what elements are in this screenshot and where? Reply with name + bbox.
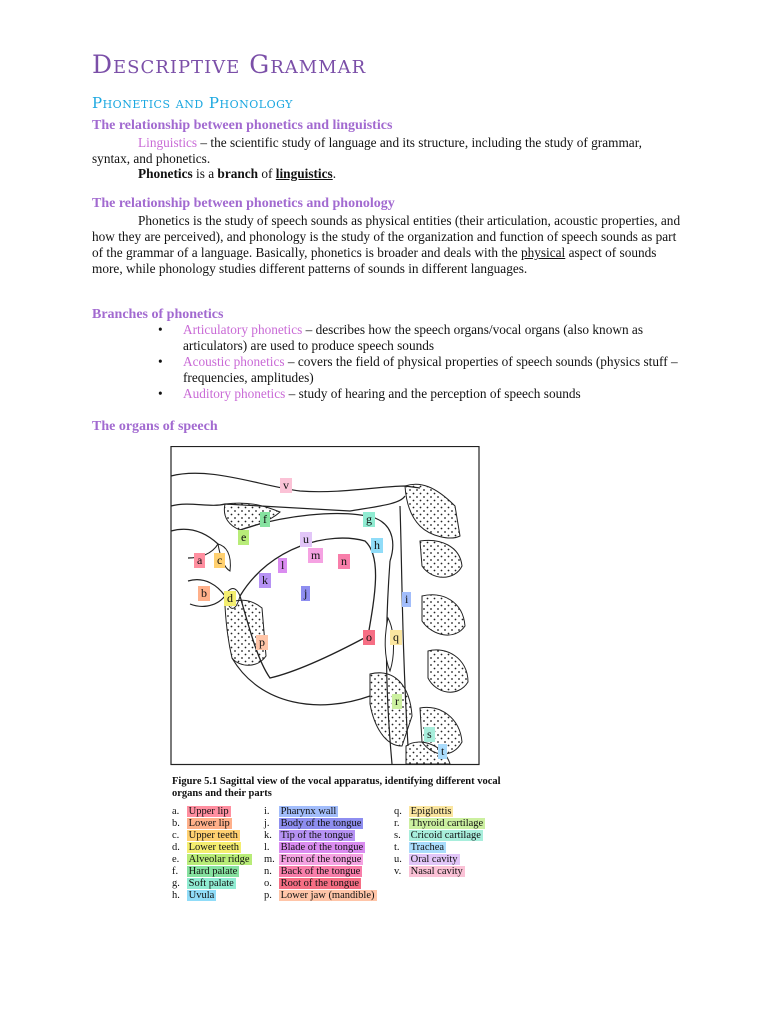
legend-item: p. Lower jaw (mandible) xyxy=(264,890,375,901)
label-d: d xyxy=(224,591,236,606)
legend-item: h. Uvula xyxy=(172,890,215,901)
label-e: e xyxy=(238,530,249,545)
branches-list xyxy=(140,322,688,402)
section-title: Phonetics and Phonology xyxy=(92,94,293,112)
label-i: i xyxy=(402,592,411,607)
legend-item: t. Trachea xyxy=(394,842,445,853)
label-c: c xyxy=(214,553,225,568)
sagittal-diagram xyxy=(170,446,480,766)
heading-phonetics-phonology: The relationship between phonetics and phonology xyxy=(92,196,395,211)
paragraph-phonology: Phonetics is the study of speech sounds as physical entities (their articulation, acoustic properties, and how they are perceived), and phonology is the study of the organization and function of speech sounds as part of the grammar of a language. Basically, phonetics is broader and deals with the physical aspect of sounds more, while phonology studies different patterns of sounds in different languages. xyxy=(92,213,681,276)
legend-item: v. Nasal cavity xyxy=(394,866,463,877)
paragraph-branch: Phonetics is a branch of linguistics. xyxy=(138,166,337,181)
legend-item: a. Upper lip xyxy=(172,806,229,817)
legend-item: r. Thyroid cartilage xyxy=(394,818,484,829)
label-l: l xyxy=(278,558,287,573)
label-p: p xyxy=(256,635,268,650)
figure-legend xyxy=(172,806,502,910)
list-item: • Articulatory phonetics – describes how the speech organs/vocal organs (also known as articulators) are used to produce speech sounds xyxy=(158,322,643,353)
legend-item: j. Body of the tongue xyxy=(264,818,362,829)
label-b: b xyxy=(198,586,210,601)
label-h: h xyxy=(371,538,383,553)
label-n: n xyxy=(338,554,350,569)
term-linguistics: Linguistics xyxy=(138,135,198,150)
figure-caption: Figure 5.1 Sagittal view of the vocal apparatus, identifying different vocal organs and their parts xyxy=(172,776,501,799)
legend-item: u. Oral cavity xyxy=(394,854,458,865)
page-title: Descriptive Grammar xyxy=(92,50,367,79)
label-r: r xyxy=(392,694,402,709)
label-v: v xyxy=(280,478,292,493)
legend-item: b. Lower lip xyxy=(172,818,230,829)
list-item: • Auditory phonetics – study of hearing and the perception of speech sounds xyxy=(158,386,581,401)
legend-item: g. Soft palate xyxy=(172,878,234,889)
label-a: a xyxy=(194,553,205,568)
heading-organs: The organs of speech xyxy=(92,419,218,434)
label-k: k xyxy=(259,573,271,588)
legend-item: o. Root of the tongue xyxy=(264,878,360,889)
label-u: u xyxy=(300,532,312,547)
list-item: • Acoustic phonetics – covers the field of physical properties of speech sounds (physics stuff – frequencies, amplitudes) xyxy=(158,354,678,385)
paragraph-linguistics: Linguistics – the scientific study of language and its structure, including the study of grammar, syntax, and phonetics. xyxy=(92,135,642,166)
label-j: j xyxy=(301,586,310,601)
label-f: f xyxy=(260,512,270,527)
legend-item: m. Front of the tongue xyxy=(264,854,362,865)
legend-item: s. Cricoid cartilage xyxy=(394,830,481,841)
legend-item: n. Back of the tongue xyxy=(264,866,361,877)
legend-item: c. Upper teeth xyxy=(172,830,238,841)
label-m: m xyxy=(308,548,323,563)
legend-item: l. Blade of the tongue xyxy=(264,842,364,853)
legend-item: q. Epiglottis xyxy=(394,806,452,817)
label-g: g xyxy=(363,512,375,527)
legend-item: k. Tip of the tongue xyxy=(264,830,353,841)
vocal-apparatus-figure xyxy=(170,446,480,766)
label-t: t xyxy=(438,744,447,759)
legend-item: i. Pharynx wall xyxy=(264,806,337,817)
heading-phonetics-linguistics: The relationship between phonetics and linguistics xyxy=(92,118,393,133)
label-o: o xyxy=(363,630,375,645)
legend-item: f. Hard palate xyxy=(172,866,238,877)
legend-item: d. Lower teeth xyxy=(172,842,240,853)
label-q: q xyxy=(390,630,402,645)
legend-item: e. Alveolar ridge xyxy=(172,854,250,865)
heading-branches: Branches of phonetics xyxy=(92,307,224,322)
label-s: s xyxy=(424,727,435,742)
